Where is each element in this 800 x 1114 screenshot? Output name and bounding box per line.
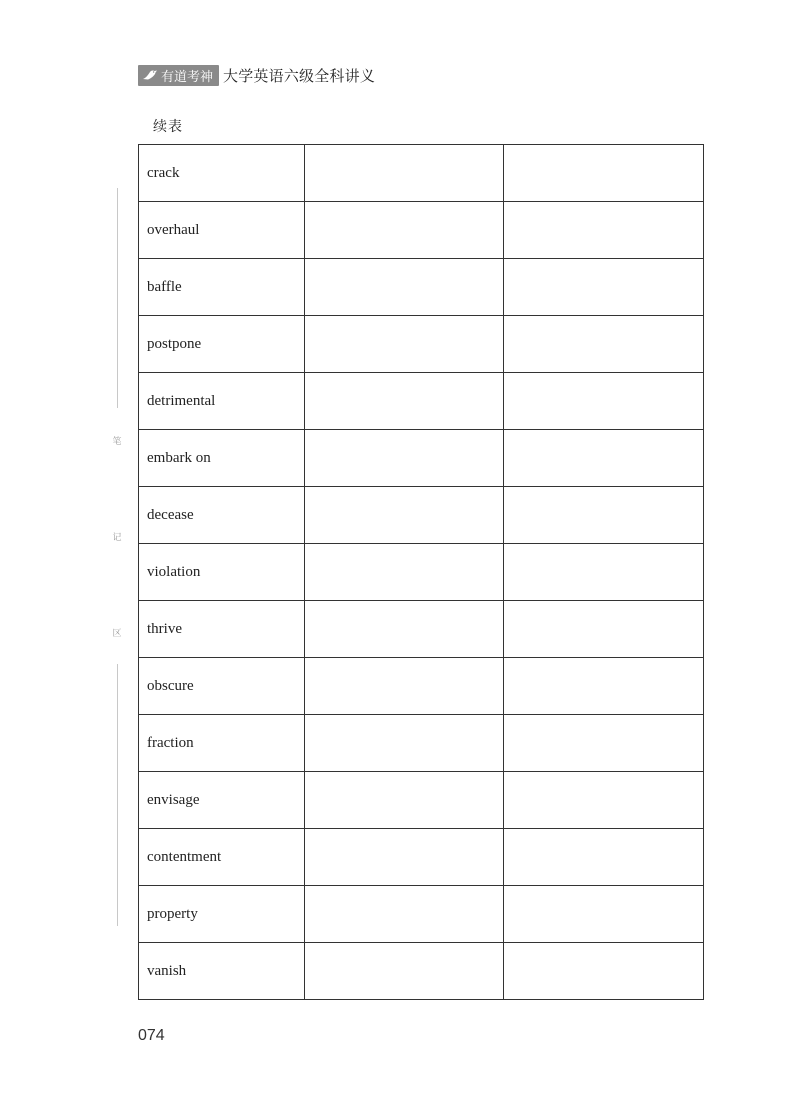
- table-row: [139, 886, 704, 943]
- table-row: [139, 544, 704, 601]
- word-cell: decease: [139, 487, 305, 544]
- blank-cell[interactable]: [304, 145, 504, 202]
- blank-cell[interactable]: [504, 316, 704, 373]
- table-row: [139, 601, 704, 658]
- word-cell: thrive: [139, 601, 305, 658]
- table-row: [139, 487, 704, 544]
- table-continued-label: 续表: [153, 119, 183, 135]
- page-number: 074: [138, 1027, 165, 1044]
- book-title: 大学英语六级全科讲义: [223, 66, 376, 85]
- word-cell: property: [139, 886, 305, 943]
- table-row: [139, 430, 704, 487]
- word-cell: postpone: [139, 316, 305, 373]
- notes-char-2: 记: [112, 533, 122, 543]
- blank-cell[interactable]: [504, 202, 704, 259]
- blank-cell[interactable]: [304, 886, 504, 943]
- notes-divider-bottom: [117, 664, 118, 926]
- table-row: [139, 259, 704, 316]
- notes-divider-top: [117, 188, 118, 408]
- notes-char-1: 笔: [112, 437, 122, 447]
- table-row: [139, 829, 704, 886]
- blank-cell[interactable]: [504, 886, 704, 943]
- word-cell: vanish: [139, 943, 305, 1000]
- blank-cell[interactable]: [304, 601, 504, 658]
- blank-cell[interactable]: [304, 829, 504, 886]
- word-cell: violation: [139, 544, 305, 601]
- blank-cell[interactable]: [304, 772, 504, 829]
- brand-badge: [138, 65, 219, 86]
- blank-cell[interactable]: [504, 601, 704, 658]
- blank-cell[interactable]: [504, 373, 704, 430]
- table-row: [139, 202, 704, 259]
- blank-cell[interactable]: [304, 202, 504, 259]
- blank-cell[interactable]: [504, 772, 704, 829]
- blank-cell[interactable]: [504, 658, 704, 715]
- word-cell: embark on: [139, 430, 305, 487]
- table-row: [139, 373, 704, 430]
- blank-cell[interactable]: [304, 658, 504, 715]
- blank-cell[interactable]: [304, 430, 504, 487]
- word-cell: overhaul: [139, 202, 305, 259]
- table-row: [139, 316, 704, 373]
- bird-logo-icon: [142, 69, 158, 81]
- word-cell: fraction: [139, 715, 305, 772]
- blank-cell[interactable]: [304, 544, 504, 601]
- blank-cell[interactable]: [504, 829, 704, 886]
- page-header: [138, 64, 375, 86]
- word-cell: detrimental: [139, 373, 305, 430]
- blank-cell[interactable]: [304, 316, 504, 373]
- table-row: [139, 715, 704, 772]
- word-cell: baffle: [139, 259, 305, 316]
- word-cell: crack: [139, 145, 305, 202]
- blank-cell[interactable]: [504, 715, 704, 772]
- vocab-table: [138, 144, 704, 1000]
- table-row: [139, 943, 704, 1000]
- blank-cell[interactable]: [504, 145, 704, 202]
- blank-cell[interactable]: [304, 259, 504, 316]
- table-row: [139, 772, 704, 829]
- notes-area: [110, 188, 124, 928]
- word-cell: obscure: [139, 658, 305, 715]
- blank-cell[interactable]: [504, 487, 704, 544]
- blank-cell[interactable]: [304, 715, 504, 772]
- table-row: [139, 145, 704, 202]
- word-cell: contentment: [139, 829, 305, 886]
- blank-cell[interactable]: [304, 373, 504, 430]
- blank-cell[interactable]: [504, 430, 704, 487]
- blank-cell[interactable]: [504, 943, 704, 1000]
- blank-cell[interactable]: [504, 259, 704, 316]
- notes-char-3: 区: [112, 629, 122, 639]
- word-cell: envisage: [139, 772, 305, 829]
- blank-cell[interactable]: [504, 544, 704, 601]
- blank-cell[interactable]: [304, 487, 504, 544]
- blank-cell[interactable]: [304, 943, 504, 1000]
- brand-label: 有道考神: [161, 69, 214, 85]
- table-row: [139, 658, 704, 715]
